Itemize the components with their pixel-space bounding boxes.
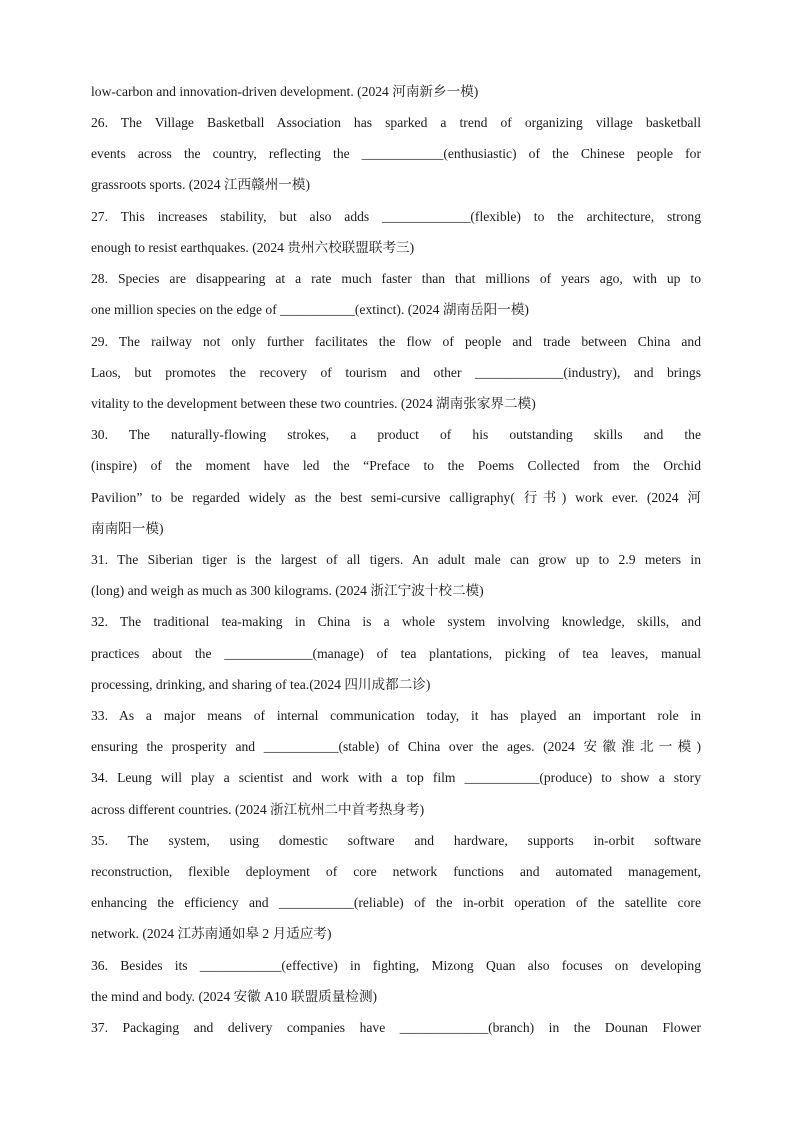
question-35-line-3: enhancing the efficiency and ___________(reliable) of the in-orbit operation of the satellite core	[91, 895, 701, 910]
question-32-line-2: practices about the _____________(manage) of tea plantations, picking of tea leaves, manual	[91, 646, 701, 661]
question-37-line-1: 37. Packaging and delivery companies have _____________(branch) in the Dounan Flower	[91, 1020, 701, 1035]
question-33-line-2: ensuring the prosperity and ___________(stable) of China over the ages. (2024 安徽淮北一模)	[91, 739, 701, 754]
question-27-line-1: 27. This increases stability, but also adds _____________(flexible) to the architecture, strong	[91, 209, 701, 224]
question-31-line-2: (long) and weigh as much as 300 kilograms. (2024 浙江宁波十校二模)	[91, 583, 484, 598]
question-32-line-3: processing, drinking, and sharing of tea.(2024 四川成都二诊)	[91, 677, 431, 692]
question-27-line-2: enough to resist earthquakes. (2024 贵州六校联盟联考三)	[91, 240, 415, 255]
question-33-line-1: 33. As a major means of internal communication today, it has played an important role in	[91, 708, 701, 723]
question-26-line-2: events across the country, reflecting the ____________(enthusiastic) of the Chinese people for	[91, 146, 701, 161]
question-32-line-1: 32. The traditional tea-making in China is a whole system involving knowledge, skills, and	[91, 614, 701, 629]
question-26-line-3: grassroots sports. (2024 江西赣州一模)	[91, 177, 310, 192]
question-28-line-1: 28. Species are disappearing at a rate much faster than that millions of years ago, with up to	[91, 271, 701, 286]
question-26-line-1: 26. The Village Basketball Association has sparked a trend of organizing village basketball	[91, 115, 701, 130]
question-29-line-2: Laos, but promotes the recovery of tourism and other _____________(industry), and brings	[91, 365, 701, 380]
question-28-line-2: one million species on the edge of ___________(extinct). (2024 湖南岳阳一模)	[91, 302, 529, 317]
question-31-line-1: 31. The Siberian tiger is the largest of all tigers. An adult male can grow up to 2.9 meters in	[91, 552, 701, 567]
question-36-line-2: the mind and body. (2024 安徽 A10 联盟质量检测)	[91, 989, 378, 1004]
question-34-line-1: 34. Leung will play a scientist and work with a top film ___________(produce) to show a story	[91, 770, 701, 785]
question-30-line-1: 30. The naturally-flowing strokes, a product of his outstanding skills and the	[91, 427, 701, 442]
question-30-line-2: (inspire) of the moment have led the “Preface to the Poems Collected from the Orchid	[91, 458, 701, 473]
text-line: low-carbon and innovation-driven development. (2024 河南新乡一模)	[91, 84, 479, 99]
question-34-line-2: across different countries. (2024 浙江杭州二中首考热身考)	[91, 802, 425, 817]
question-30-line-4: 南南阳一模)	[91, 521, 164, 536]
question-29-line-1: 29. The railway not only further facilitates the flow of people and trade between China and	[91, 334, 701, 349]
question-35-line-1: 35. The system, using domestic software and hardware, supports in-orbit software	[91, 833, 701, 848]
question-30-line-3: Pavilion” to be regarded widely as the best semi-cursive calligraphy( 行书) work ever. (2024 河	[91, 490, 701, 505]
question-36-line-1: 36. Besides its ____________(effective) in fighting, Mizong Quan also focuses on developing	[91, 958, 701, 973]
question-35-line-2: reconstruction, flexible deployment of core network functions and automated management,	[91, 864, 701, 879]
question-35-line-4: network. (2024 江苏南通如皋 2 月适应考)	[91, 926, 332, 941]
question-29-line-3: vitality to the development between these two countries. (2024 湖南张家界二模)	[91, 396, 536, 411]
